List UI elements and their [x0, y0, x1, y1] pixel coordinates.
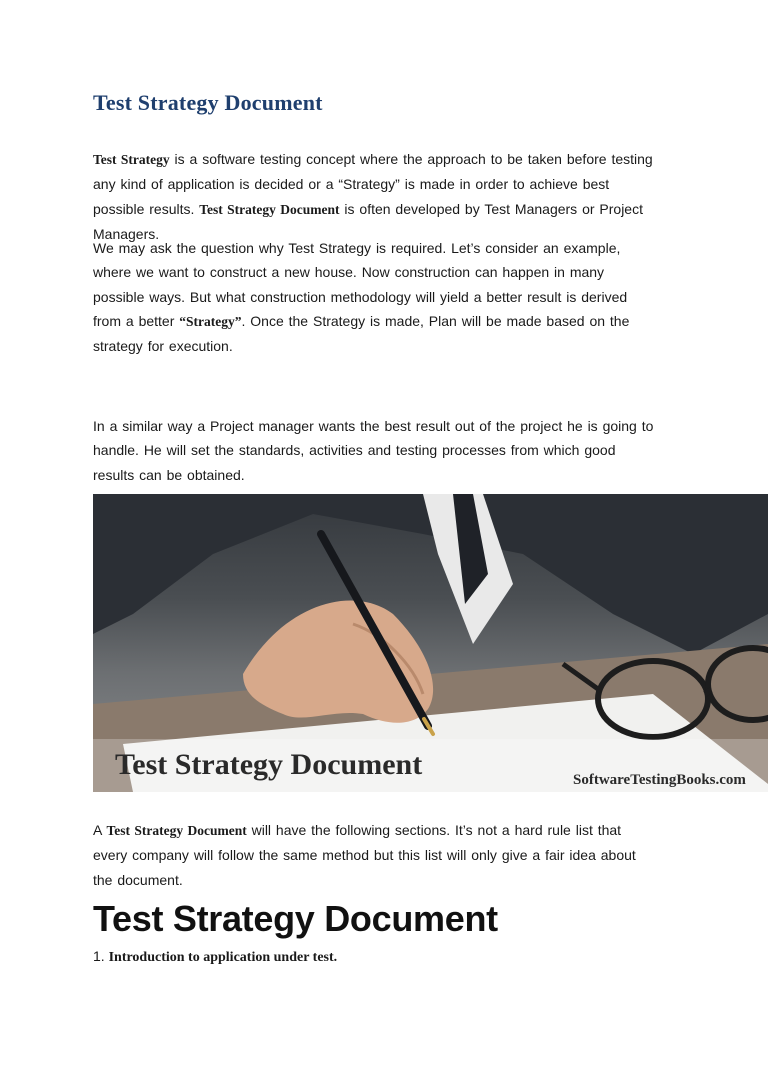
similar-text: In a similar way a Project manager wants the best result out of the project he is going to — [93, 418, 654, 434]
similar-text: handle. He will set the standards, activities and testing processes from which good — [93, 442, 616, 459]
photo-watermark: SoftwareTestingBooks.com — [573, 772, 746, 788]
section-heading: Test Strategy Document — [93, 898, 498, 939]
intro-paragraph — [93, 147, 683, 246]
intro-text: any kind of application is decided or a “Strategy” is made in order to achieve best — [93, 176, 610, 193]
intro-text: Managers. — [93, 225, 160, 242]
why-text: strategy for execution. — [93, 338, 233, 355]
sections-text: will have the following sections. It’s not a hard rule list that — [246, 822, 622, 838]
sections-text: A — [93, 822, 107, 838]
term-test-strategy-document: Test Strategy Document — [199, 201, 340, 217]
list-text: Introduction to application under test. — [108, 950, 338, 965]
similar-paragraph — [93, 414, 683, 487]
term-test-strategy-document: Test Strategy Document — [106, 823, 247, 838]
why-text: where we want to construct a new house. Now construction can happen in many — [93, 264, 605, 281]
photo-illustration — [93, 494, 768, 792]
list-item — [93, 944, 337, 970]
list-number: 1. — [93, 948, 109, 964]
intro-text: is often developed by Test Managers or Project — [339, 200, 643, 217]
why-text: possible ways. But what construction methodology will yield a better result is derived — [93, 288, 628, 305]
similar-text: results can be obtained. — [93, 466, 245, 483]
document-title: Test Strategy Document — [93, 90, 323, 115]
intro-text: is a software testing concept where the approach to be taken before testing — [169, 151, 653, 167]
term-strategy: “Strategy” — [179, 313, 242, 329]
writing-hand-photo — [93, 494, 768, 792]
sections-text: every company will follow the same method but this list will only give a fair idea about — [93, 847, 636, 864]
why-text: We may ask the question why Test Strategy is required. Let’s consider an example, — [93, 240, 621, 256]
sections-paragraph — [93, 818, 683, 892]
intro-text: possible results. — [93, 200, 200, 217]
why-text: . Once the Strategy is made, Plan will be made based on the — [241, 312, 630, 329]
photo-caption: Test Strategy Document — [115, 748, 423, 781]
why-text: from a better — [93, 312, 180, 329]
why-paragraph — [93, 236, 683, 358]
sections-text: the document. — [93, 871, 183, 888]
term-test-strategy: Test Strategy — [93, 152, 170, 167]
